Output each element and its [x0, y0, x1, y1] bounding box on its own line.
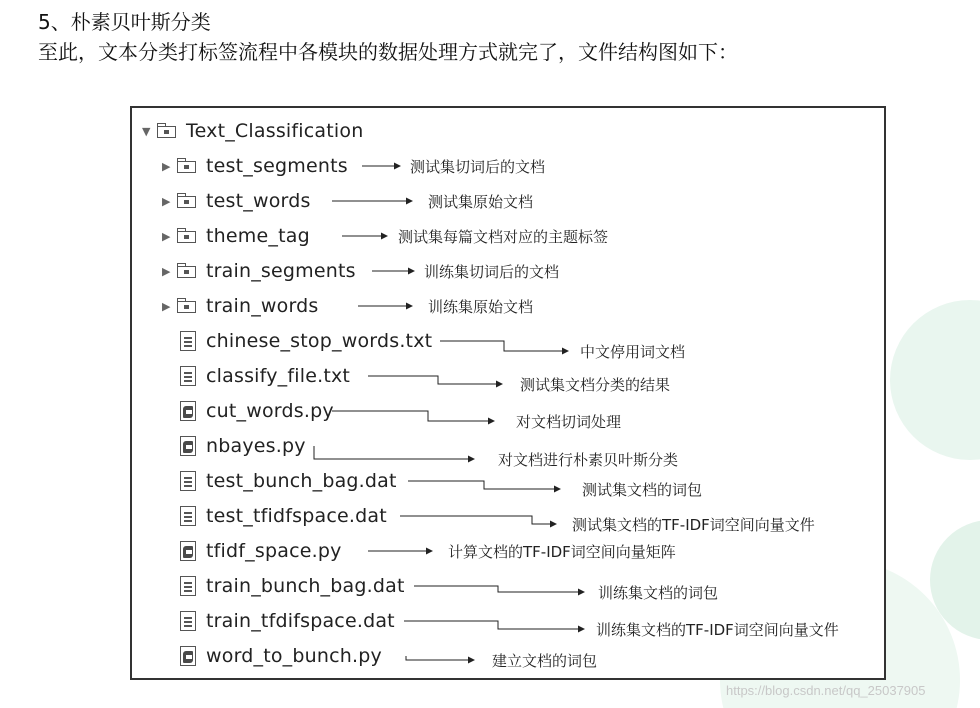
folder-icon	[176, 228, 198, 244]
item-description: 计算文档的TF-IDF词空间向量矩阵	[448, 543, 676, 561]
item-name: test_bunch_bag.dat	[206, 470, 397, 492]
connector-arrow	[406, 656, 474, 660]
folder-icon	[176, 263, 198, 279]
item-description: 测试集文档的词包	[582, 481, 703, 499]
item-name: chinese_stop_words.txt	[206, 330, 433, 352]
background-decoration	[890, 300, 980, 460]
item-name: tfidf_space.py	[206, 540, 342, 562]
tree-root	[142, 118, 363, 144]
file-row	[162, 433, 306, 459]
file-icon	[180, 471, 196, 491]
collapsed-triangle-icon: ▶	[162, 159, 171, 173]
python-file-icon	[180, 646, 196, 666]
folder-row	[162, 293, 319, 319]
item-description: 测试集原始文档	[428, 193, 534, 211]
connector-arrow	[332, 411, 494, 421]
item-name: cut_words.py	[206, 400, 334, 422]
root-folder-name: Text_Classification	[186, 120, 364, 142]
collapsed-triangle-icon: ▶	[162, 229, 171, 243]
item-name: nbayes.py	[206, 435, 306, 457]
item-name: train_bunch_bag.dat	[206, 575, 405, 597]
collapsed-triangle-icon: ▶	[162, 264, 171, 278]
watermark: https://blog.csdn.net/qq_25037905	[726, 683, 926, 698]
folder-icon	[176, 193, 198, 209]
file-icon	[180, 576, 196, 596]
file-row	[162, 503, 387, 529]
item-description: 测试集每篇文档对应的主题标签	[398, 228, 609, 246]
file-row	[162, 328, 432, 354]
item-name: word_to_bunch.py	[206, 645, 382, 667]
connector-arrow	[414, 586, 584, 592]
python-file-icon	[180, 541, 196, 561]
folder-row	[162, 258, 356, 284]
file-icon	[180, 331, 196, 351]
file-row	[162, 468, 397, 494]
file-icon	[180, 366, 196, 386]
connector-arrow	[400, 516, 556, 524]
expanded-triangle-icon: ▼	[142, 124, 151, 138]
folder-icon	[176, 158, 198, 174]
file-structure-figure	[130, 106, 886, 680]
connector-arrow	[368, 376, 502, 384]
file-row	[162, 643, 382, 669]
item-name: test_segments	[206, 155, 348, 177]
collapsed-triangle-icon: ▶	[162, 194, 171, 208]
intro-text: 至此，文本分类打标签流程中各模块的数据处理方式就完了，文件结构图如下：	[38, 40, 738, 64]
connector-arrow	[408, 481, 560, 489]
connector-arrow	[440, 341, 568, 351]
item-name: train_words	[206, 295, 319, 317]
folder-row	[162, 153, 348, 179]
item-description: 训练集文档的TF-IDF词空间向量文件	[596, 621, 839, 639]
file-row	[162, 573, 405, 599]
item-description: 对文档切词处理	[516, 413, 622, 431]
item-name: train_segments	[206, 260, 356, 282]
connector-arrow	[404, 621, 584, 629]
folder-row	[162, 223, 310, 249]
folder-icon	[176, 298, 198, 314]
connector-arrow	[314, 446, 474, 459]
file-icon	[180, 611, 196, 631]
item-description: 训练集文档的词包	[598, 584, 719, 602]
item-description: 训练集原始文档	[428, 298, 534, 316]
item-description: 建立文档的词包	[492, 652, 598, 670]
item-description: 对文档进行朴素贝叶斯分类	[498, 451, 679, 469]
file-row	[162, 363, 350, 389]
python-file-icon	[180, 436, 196, 456]
item-description: 测试集文档的TF-IDF词空间向量文件	[572, 516, 815, 534]
file-row	[162, 398, 334, 424]
item-name: classify_file.txt	[206, 365, 351, 387]
file-icon	[180, 506, 196, 526]
item-name: theme_tag	[206, 225, 310, 247]
collapsed-triangle-icon: ▶	[162, 299, 171, 313]
folder-icon	[156, 123, 178, 139]
python-file-icon	[180, 401, 196, 421]
item-description: 中文停用词文档	[580, 343, 686, 361]
item-description: 测试集切词后的文档	[410, 158, 546, 176]
section-heading: 5、朴素贝叶斯分类	[38, 10, 211, 34]
item-description: 测试集文档分类的结果	[520, 376, 671, 394]
item-name: test_words	[206, 190, 311, 212]
item-name: test_tfidfspace.dat	[206, 505, 387, 527]
item-description: 训练集切词后的文档	[424, 263, 560, 281]
folder-row	[162, 188, 311, 214]
file-row	[162, 538, 342, 564]
item-name: train_tfdifspace.dat	[206, 610, 395, 632]
file-row	[162, 608, 395, 634]
